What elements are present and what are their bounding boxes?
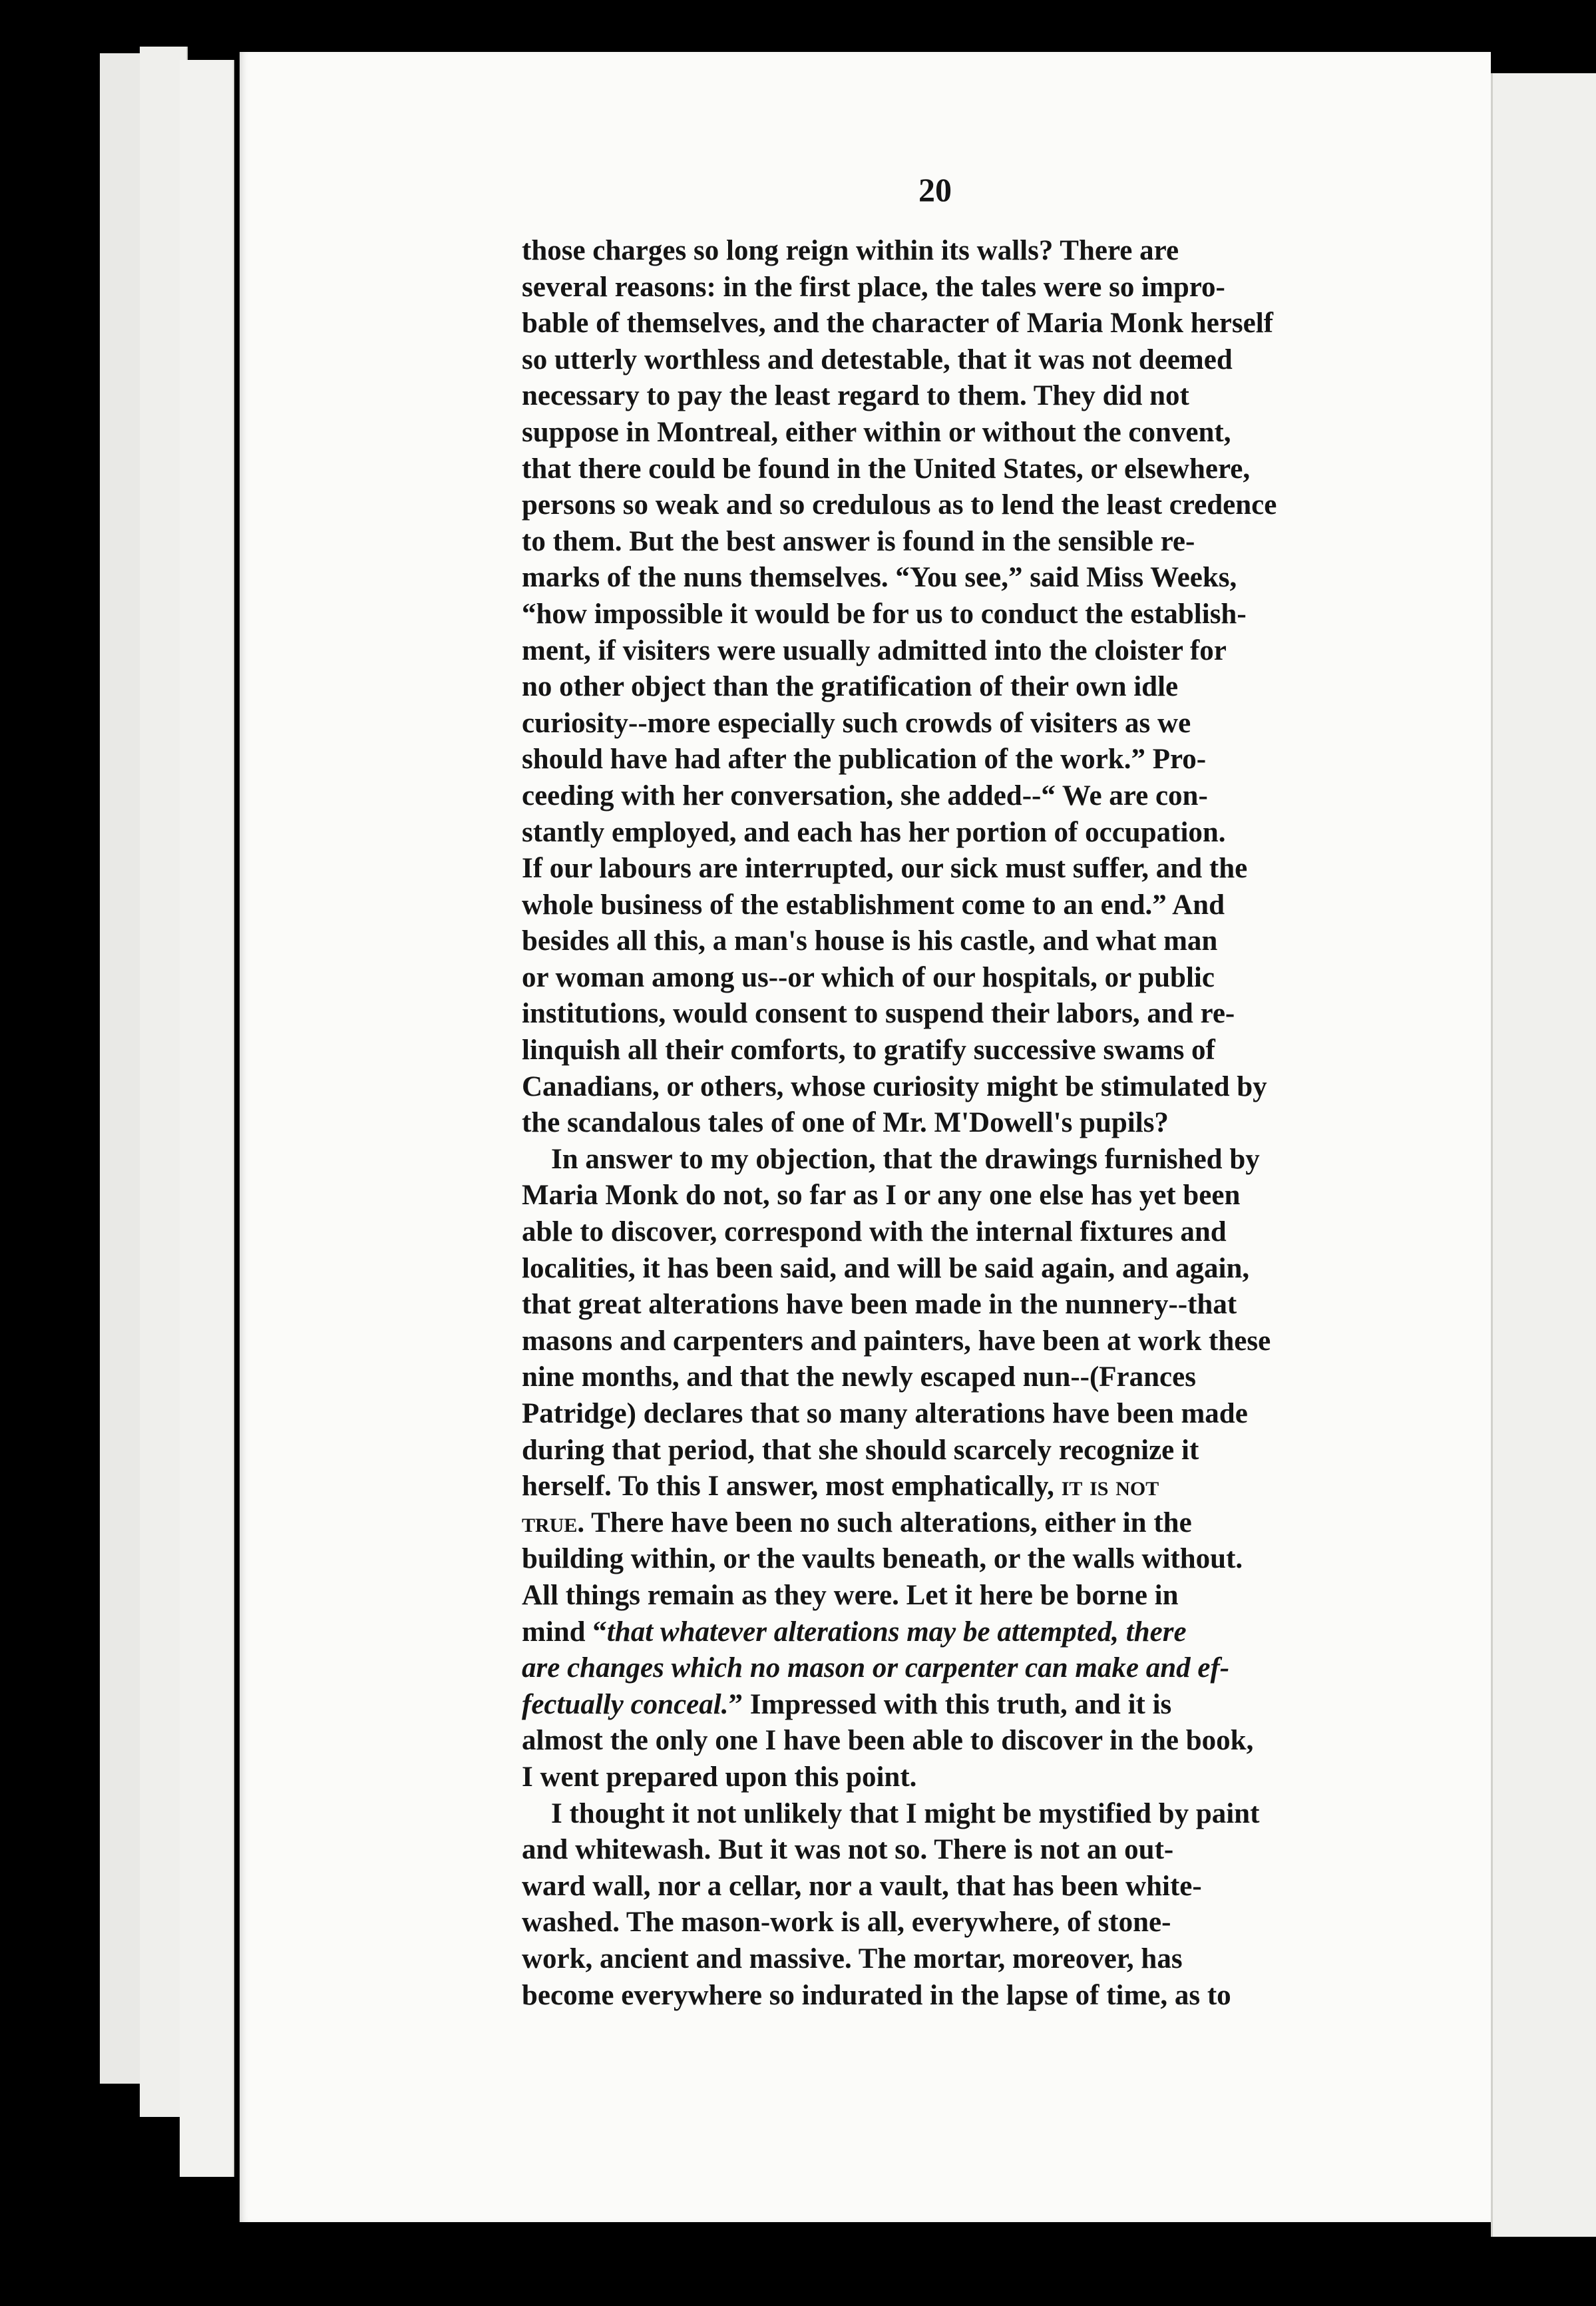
page-edge-left-inner bbox=[180, 60, 234, 2177]
text-line: bable of themselves, and the character of Maria Monk herself bbox=[522, 308, 1273, 340]
italic-text: fectually conceal. bbox=[522, 1688, 729, 1720]
text-line: suppose in Montreal, either within or without the convent, bbox=[522, 416, 1231, 448]
text-line: that great alterations have been made in the nunnery--that bbox=[522, 1289, 1237, 1321]
text-line: Canadians, or others, whose curiosity might be stimulated by bbox=[522, 1070, 1267, 1102]
italic-text: are changes which no mason or carpenter can make and ef- bbox=[522, 1652, 1230, 1684]
text-line: the scandalous tales of one of Mr. M'Dowell's pupils? bbox=[522, 1107, 1169, 1139]
small-caps-text: true. bbox=[522, 1506, 585, 1538]
text-line: become everywhere so indurated in the lapse of time, as to bbox=[522, 1979, 1231, 2011]
text-line: ment, if visiters were usually admitted into the cloister for bbox=[522, 634, 1227, 666]
small-caps-text: it is not bbox=[1061, 1471, 1159, 1502]
text-line: whole business of the establishment come to an end.” And bbox=[522, 889, 1225, 921]
text-line: stantly employed, and each has her portion of occupation. bbox=[522, 816, 1226, 848]
text-line: If our labours are interrupted, our sick must suffer, and the bbox=[522, 853, 1248, 885]
text-line: no other object than the gratification of their own idle bbox=[522, 671, 1179, 703]
text-line: Patridge) declares that so many alterations have been made bbox=[522, 1398, 1248, 1429]
text-line: building within, or the vaults beneath, or the walls without. bbox=[522, 1543, 1243, 1575]
text-line: almost the only one I have been able to discover in the book, bbox=[522, 1725, 1254, 1757]
text-line: curiosity--more especially such crowds of visiters as we bbox=[522, 707, 1191, 739]
text-line: during that period, that she should scarcely recognize it bbox=[522, 1434, 1199, 1466]
text-line: I went prepared upon this point. bbox=[522, 1761, 917, 1793]
text-line: linquish all their comforts, to gratify successive swams of bbox=[522, 1035, 1215, 1066]
page-edge-right bbox=[1491, 73, 1596, 2237]
text-span: There have been no such alterations, either in the bbox=[584, 1506, 1192, 1538]
text-line: I thought it not unlikely that I might be mystified by paint bbox=[551, 1797, 1260, 1829]
text-line: institutions, would consent to suspend their labors, and re- bbox=[522, 998, 1235, 1030]
text-span: ” Impressed with this truth, and it is bbox=[728, 1688, 1172, 1720]
text-line: those charges so long reign within its walls? There are bbox=[522, 235, 1179, 266]
text-line bbox=[522, 1614, 1436, 1651]
text-line: necessary to pay the least regard to them. They did not bbox=[522, 380, 1189, 412]
text-line: that there could be found in the United States, or elsewhere, bbox=[522, 453, 1251, 485]
text-line: washed. The mason-work is all, everywhere, of stone- bbox=[522, 1907, 1171, 1939]
text-line: to them. But the best answer is found in the sensible re- bbox=[522, 525, 1195, 557]
text-line: work, ancient and massive. The mortar, moreover, has bbox=[522, 1943, 1183, 1974]
text-span: mind “ bbox=[522, 1616, 607, 1648]
text-line: so utterly worthless and detestable, that it was not deemed bbox=[522, 344, 1233, 375]
text-line: ward wall, nor a cellar, nor a vault, that has been white- bbox=[522, 1870, 1202, 1902]
text-line: In answer to my objection, that the drawings furnished by bbox=[551, 1143, 1260, 1175]
text-line bbox=[522, 1469, 1436, 1505]
text-line: or woman among us--or which of our hospitals, or public bbox=[522, 961, 1215, 993]
text-line: besides all this, a man's house is his castle, and what man bbox=[522, 925, 1218, 957]
text-line: persons so weak and so credulous as to lend the least credence bbox=[522, 489, 1277, 521]
text-line: localities, it has been said, and will be said again, and again, bbox=[522, 1252, 1250, 1284]
text-line: able to discover, correspond with the internal fixtures and bbox=[522, 1216, 1227, 1248]
text-line bbox=[522, 1505, 1436, 1542]
text-line: ceeding with her conversation, she added--“ We are con- bbox=[522, 780, 1208, 811]
text-line: marks of the nuns themselves. “You see,” said Miss Weeks, bbox=[522, 562, 1237, 594]
text-line bbox=[522, 1687, 1436, 1724]
page-number: 20 bbox=[918, 171, 952, 208]
italic-text: that whatever alterations may be attempted, there bbox=[606, 1616, 1187, 1648]
text-line: All things remain as they were. Let it here be borne in bbox=[522, 1579, 1179, 1611]
text-line: and whitewash. But it was not so. There is not an out- bbox=[522, 1834, 1174, 1866]
text-span: herself. To this I answer, most emphatically, bbox=[522, 1471, 1062, 1502]
text-line: should have had after the publication of the work.” Pro- bbox=[522, 744, 1207, 776]
text-line: nine months, and that the newly escaped nun--(Frances bbox=[522, 1361, 1196, 1393]
text-line: Maria Monk do not, so far as I or any one else has yet been bbox=[522, 1180, 1241, 1212]
body-text bbox=[522, 233, 1436, 2014]
text-line: several reasons: in the first place, the tales were so impro- bbox=[522, 271, 1225, 303]
text-line: masons and carpenters and painters, have been at work these bbox=[522, 1325, 1271, 1357]
text-line: “how impossible it would be for us to conduct the establish- bbox=[522, 598, 1247, 630]
text-line bbox=[522, 1650, 1436, 1687]
